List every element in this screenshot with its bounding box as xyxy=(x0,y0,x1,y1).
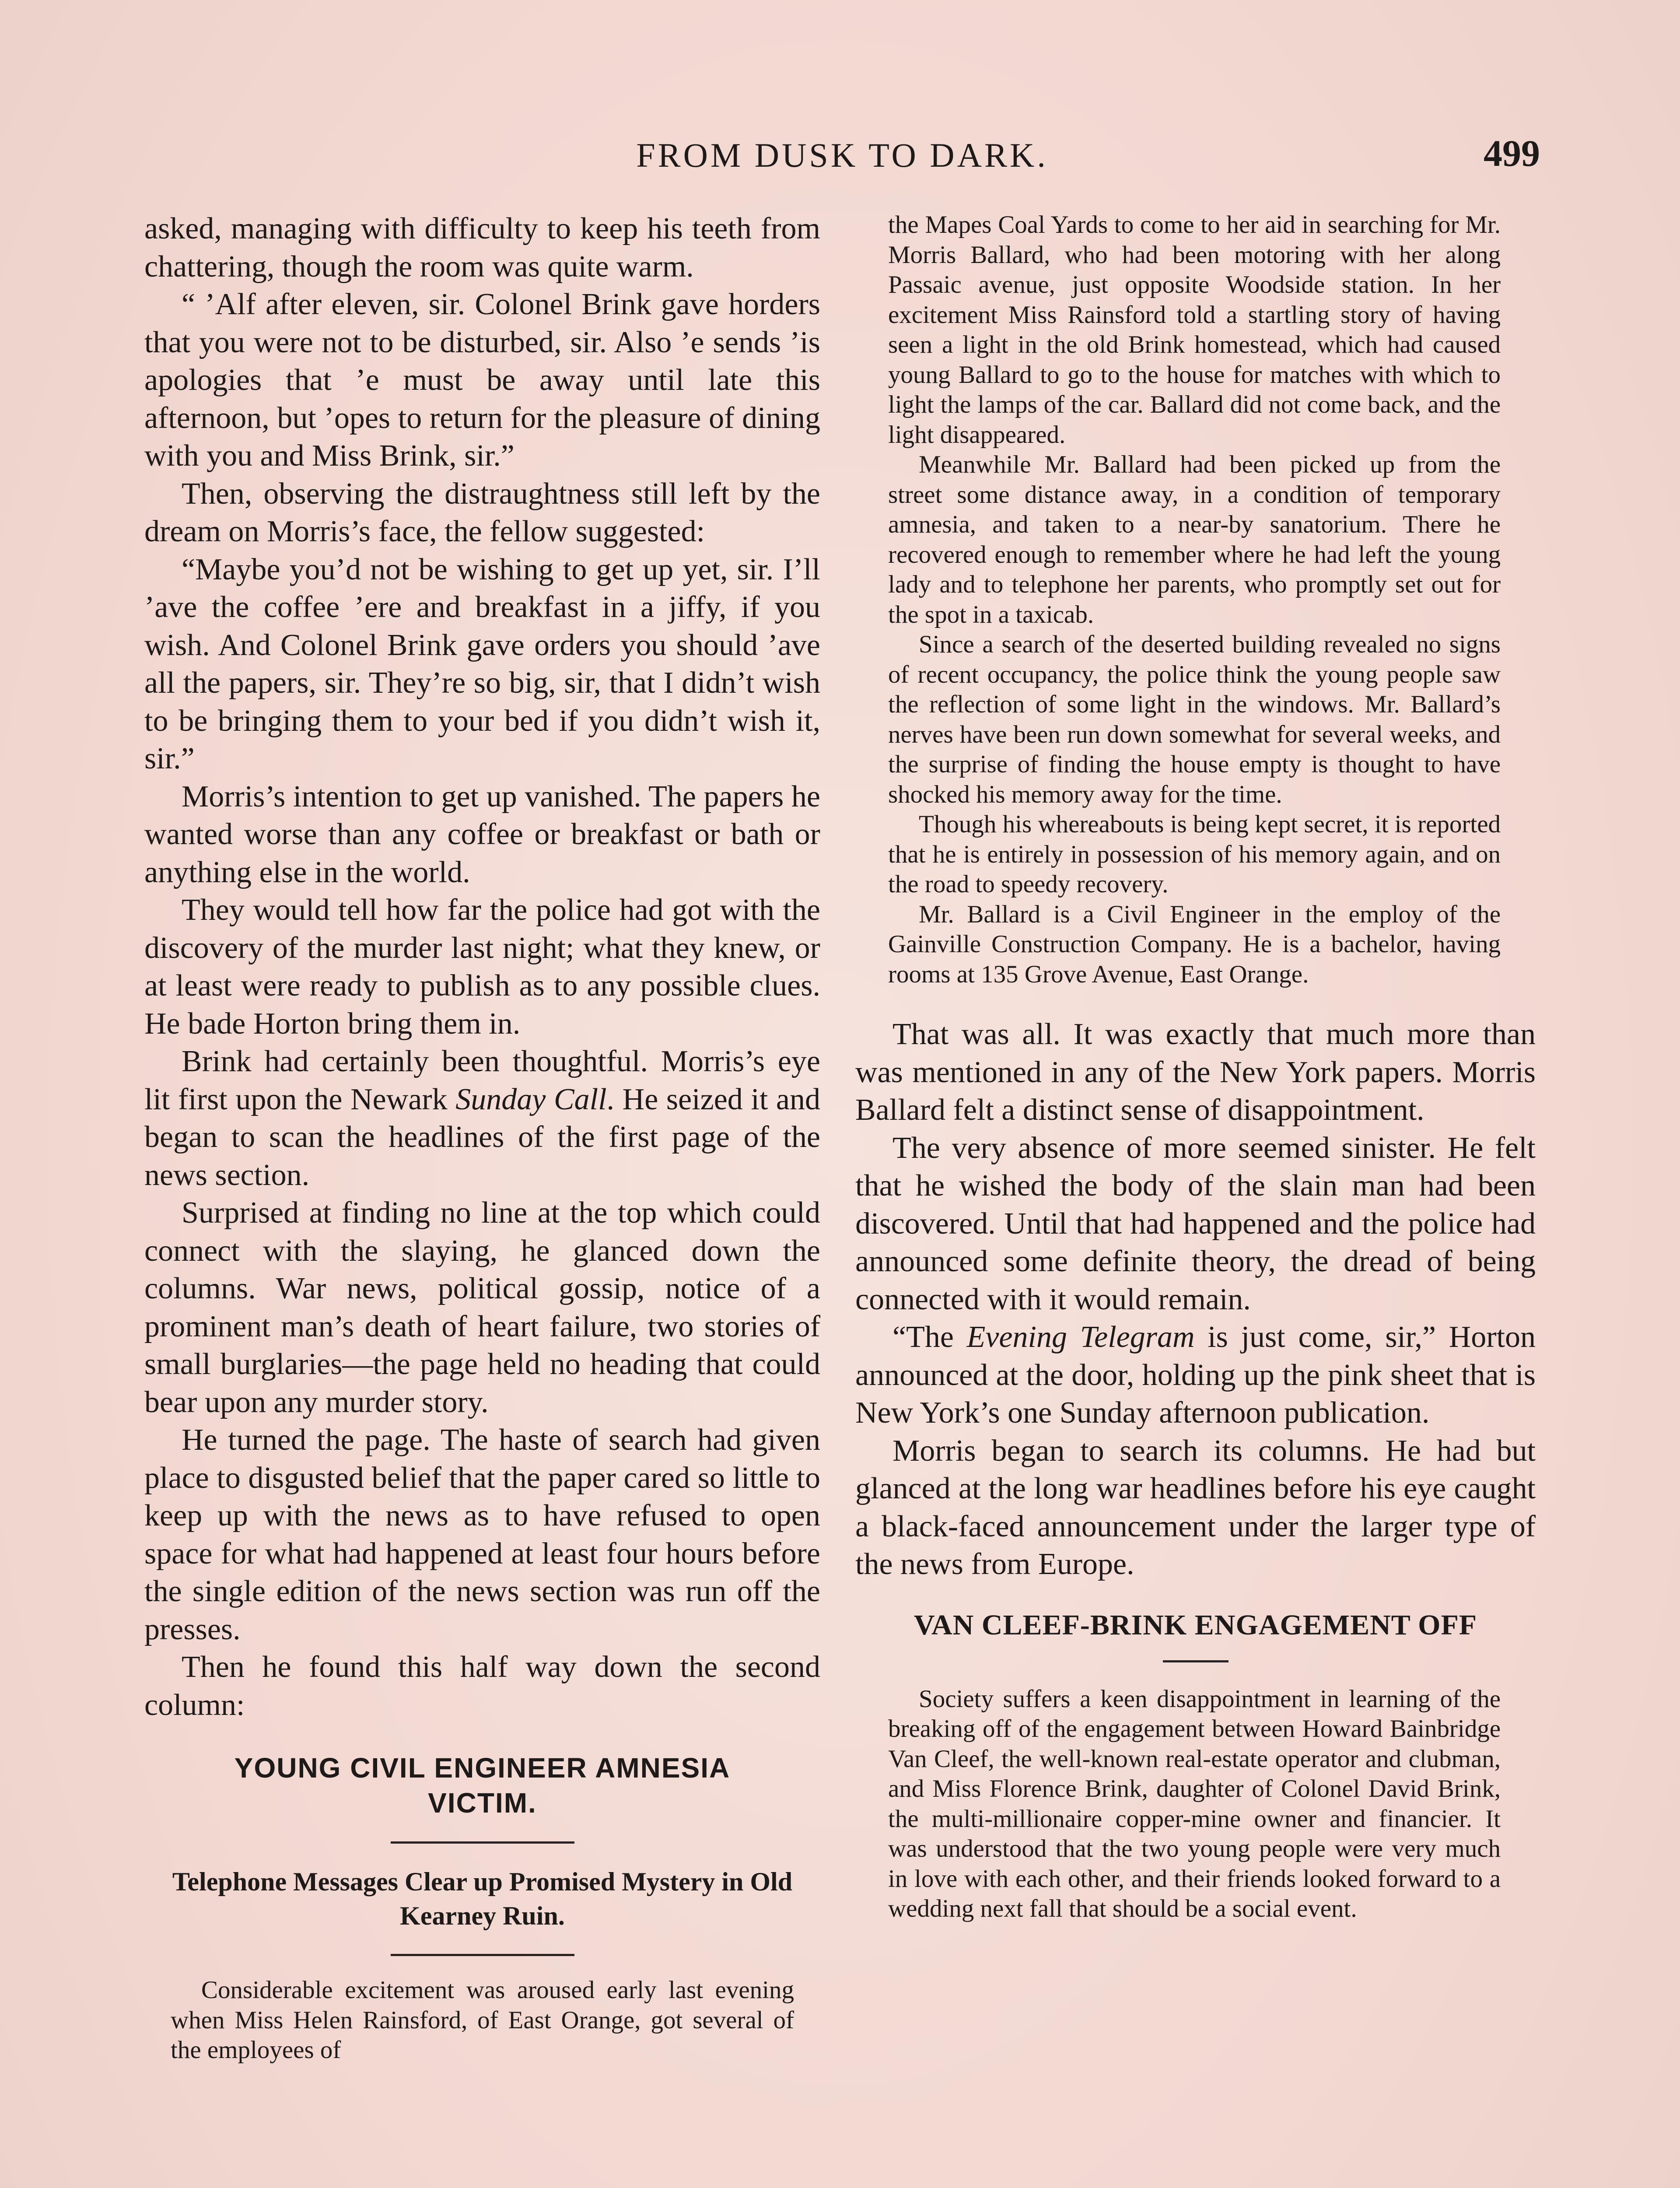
clipping-headline: VAN CLEEF-BRINK ENGAGEMENT OFF xyxy=(914,1609,1477,1641)
paragraph: asked, managing with difficulty to keep his teeth from chattering, though the room was quite warm. xyxy=(144,212,820,284)
paragraph: He turned the page. The haste of search had given place to disgusted belief that the paper cared so little to keep up with the news as to have refused to open space for what had happened at least four hours before the single edition of the news section was run off the presses. xyxy=(144,1423,820,1646)
page-number: 499 xyxy=(1484,132,1540,174)
clipping-body xyxy=(144,1975,820,2065)
text-run: . He seized it and began to scan the headlines of the first page of the news section. xyxy=(144,1082,820,1192)
clipping-paragraph: Since a search of the deserted building revealed no signs of recent occupancy, the police think the young people saw the reflection of some light in the windows. Mr. Ballard’s nerves have been run down somewhat for several weeks, and the surprise of finding the house empty is thought to have shocked his memory away for the time. xyxy=(888,631,1501,808)
paragraph: Then, observing the distraughtness still left by the dream on Morris’s face, the fellow suggested: xyxy=(144,477,820,548)
divider xyxy=(1163,1660,1228,1662)
paragraph: “ ’Alf after eleven, sir. Colonel Brink gave horders that you were not to be disturbed, sir. Also ’e sends ’is apologies that ’e must be away until late this afternoon, but ’opes to return for the pleasure of dining with you and Miss Brink, sir.” xyxy=(144,288,820,473)
clipping-engagement xyxy=(855,1608,1536,1924)
clipping-paragraph: Society suffers a keen disappointment in learning of the breaking off of the engagement between Howard Bainbridge Van Cleef, the well-known real-estate operator and clubman, and Miss Florence Brink, daughter of Colonel David Brink, the multi-millionaire copper-mine owner and financier. It was understood that the two young people were very much in love with each other, and their friends looked forward to a wedding next fall that should be a social event. xyxy=(888,1685,1501,1922)
paragraph: Then he found this half way down the second column: xyxy=(144,1650,820,1722)
paragraph-brink xyxy=(144,1043,820,1194)
paragraph-telegram xyxy=(855,1318,1536,1432)
clipping-paragraph: Meanwhile Mr. Ballard had been picked up from the street some distance away, in a condition of temporary amnesia, and taken to a near-by sanatorium. There he recovered enough to remember where he had left the young lady and to telephone her parents, who promptly set out for the spot in a taxicab. xyxy=(888,451,1501,628)
paragraph: Morris’s intention to get up vanished. The papers he wanted worse than any coffee or breakfast or bath or anything else in the world. xyxy=(144,779,820,889)
clipping-paragraph: Considerable excitement was aroused early last evening when Miss Helen Rainsford, of East Orange, got several of the employees of xyxy=(171,1976,794,2064)
clipping-paragraph: the Mapes Coal Yards to come to her aid in searching for Mr. Morris Ballard, who had been motoring with her along Passaic avenue, just opposite Woodside station. In her excitement Miss Rainsford told a startling story of having seen a light in the old Brink homestead, which had caused young Ballard to go to the house for matches with which to light the lamps of the car. Ballard did not come back, and the light disappeared. xyxy=(888,211,1501,449)
text-run: Brink had certainly been thoughtful. Morris’s eye lit first upon the Newark xyxy=(144,1045,820,1116)
divider xyxy=(391,1841,574,1844)
left-column xyxy=(144,210,820,2065)
right-body-text xyxy=(855,1016,1536,1584)
newspaper-title: Evening Telegram xyxy=(966,1320,1195,1354)
clipping-continued xyxy=(855,210,1536,989)
clipping-paragraph: Mr. Ballard is a Civil Engineer in the employ of the Gainville Construction Company. He is a bachelor, having rooms at 135 Grove Avenue, East Orange. xyxy=(888,900,1501,988)
paragraph: Surprised at finding no line at the top which could connect with the slaying, he glanced down the columns. War news, political gossip, notice of a prominent man’s death of heart failure, two stories of small burglaries—the page held no heading that could bear upon any murder story. xyxy=(144,1196,820,1419)
paragraph: That was all. It was exactly that much more than was mentioned in any of the New York papers. Morris Ballard felt a distinct sense of disappointment. xyxy=(855,1017,1536,1127)
right-column xyxy=(855,210,1536,1924)
paragraph: The very absence of more seemed sinister. He felt that he wished the body of the slain man had been discovered. Until that had happened and the police had announced some definite theory, the dread of being connected with it would remain. xyxy=(855,1131,1536,1316)
divider xyxy=(391,1954,574,1956)
left-body-text xyxy=(144,210,820,1724)
paragraph: They would tell how far the police had got with the discovery of the murder last night; what they knew, or at least were ready to publish as to any possible clues. He bade Horton bring them in. xyxy=(144,893,820,1041)
paragraph: Morris began to search its columns. He had but glanced at the long war headlines before his eye caught a black-faced announcement under the larger type of the news from Europe. xyxy=(855,1434,1536,1581)
clipping-paragraph: Though his whereabouts is being kept secret, it is reported that he is entirely in possession of his memory again, and on the road to speedy recovery. xyxy=(888,810,1501,898)
clipping-headline: YOUNG CIVIL ENGINEER AMNESIA VICTIM. xyxy=(234,1752,731,1819)
paragraph: “Maybe you’d not be wishing to get up yet, sir. I’ll ’ave the coffee ’ere and breakfast in a jiffy, if you wish. And Colonel Brink gave orders you should ’ave all the papers, sir. They’re so big, sir, that I didn’t wish to be bringing them to your bed if you didn’t wish it, sir.” xyxy=(144,552,820,775)
running-head xyxy=(144,131,1540,179)
clipping-subhead: Telephone Messages Clear up Promised Mystery in Old Kearney Ruin. xyxy=(172,1867,793,1930)
text-run: is just come, sir,” Horton announced at the door, holding up the pink sheet that is New York’s one Sunday afternoon publication. xyxy=(855,1320,1536,1430)
clipping-amnesia xyxy=(144,1750,820,2065)
newspaper-title: Sunday Call xyxy=(455,1082,607,1116)
clipping-body xyxy=(855,1684,1536,1924)
running-title: FROM DUSK TO DARK. xyxy=(636,136,1048,174)
text-run: “The xyxy=(892,1320,967,1354)
